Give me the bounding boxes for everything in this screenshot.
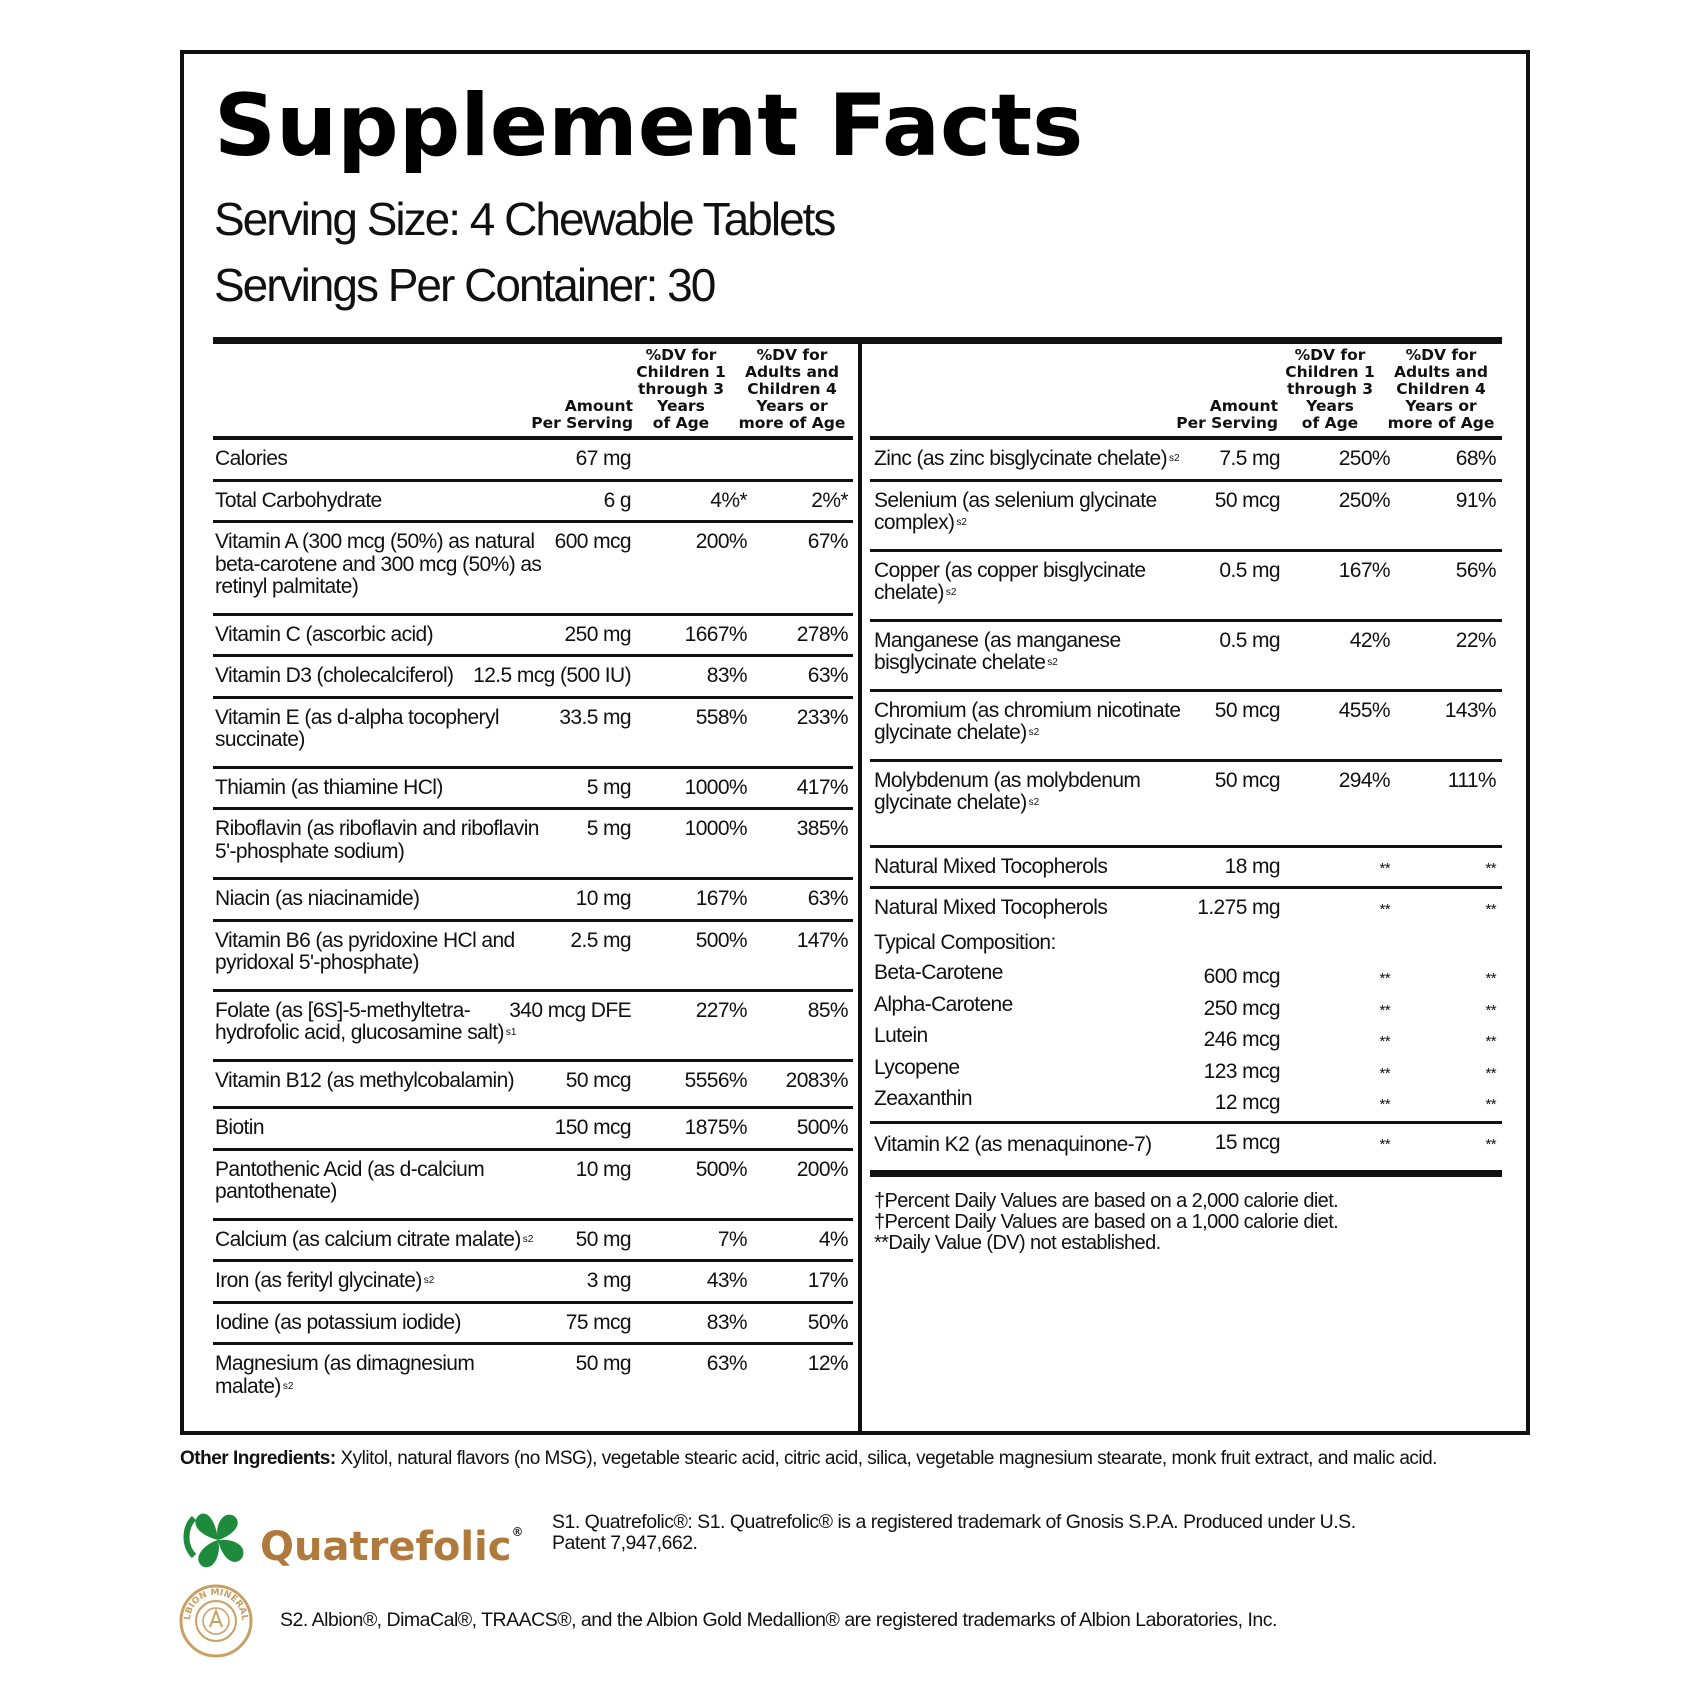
albion-logo (178, 1583, 254, 1664)
nutrient-name: Copper (as copper bisglycinate chelate) $^{s2}$ (874, 558, 1146, 604)
dv-children: 1875% (684, 1116, 747, 1139)
servings-per-container: Servings Per Container: 30 (214, 259, 715, 311)
albion-seal-icon (178, 1583, 254, 1659)
amount-per-serving: 600 mcg (554, 530, 631, 553)
dv-adults: 385% (796, 817, 848, 840)
column-divider (858, 344, 862, 1435)
dv-adults: 4% (818, 1227, 848, 1251)
quatrefolic-wordmark: Quatrefolic (260, 1524, 512, 1570)
nutrient-name: Iron (as ferityl glycinate) $^{s2}$ (215, 1269, 435, 1292)
table-row (213, 1221, 853, 1263)
footnote-marker: s2 (1028, 797, 1040, 808)
albion-seal-text: LBION MINERAL (182, 1587, 250, 1622)
amount-per-serving: 3 mg (586, 1269, 631, 1292)
footnote-marker: s2 (1028, 727, 1040, 738)
amount-per-serving: 50 mcg (1214, 698, 1280, 722)
dv-children: 200% (695, 530, 747, 553)
clover-logo-icon (180, 1506, 260, 1578)
dv-children: ** (1379, 1001, 1390, 1019)
dv-adults: 12% (807, 1352, 848, 1375)
footnote-marker: s2 (423, 1275, 435, 1286)
nutrient-name: Zinc (as zinc bisglycinate chelate) $^{s2}$ (874, 447, 1180, 470)
table-row (870, 440, 1502, 482)
dv-adults: 50% (807, 1310, 848, 1334)
nutrient-name: Niacin (as niacinamide) (215, 887, 420, 910)
dv-children: 1000% (684, 775, 747, 799)
header-adults-dv: %DV for Adults and Children 4 Years or more of Age (738, 346, 846, 432)
other-ingredients (180, 1448, 1530, 1469)
bottom-thick-rule (870, 1170, 1502, 1177)
amount-per-serving: 246 mcg (1203, 1028, 1280, 1051)
dv-adults: ** (1485, 1033, 1496, 1050)
nutrient-name: Selenium (as selenium glycinate complex) $^{s2}$ (874, 488, 1157, 534)
dv-children: 227% (695, 998, 747, 1022)
table-row (870, 1084, 1502, 1124)
amount-per-serving: 10 mg (575, 887, 631, 910)
table-row (870, 762, 1502, 848)
nutrient-name: Vitamin A (300 mcg (50%) as natural beta-carotene and 300 mcg (50%) as retinyl palmitate) (215, 530, 542, 598)
amount-per-serving: 250 mg (564, 622, 631, 646)
amount-per-serving: 123 mcg (1203, 1059, 1280, 1083)
amount-per-serving: 50 mcg (1214, 768, 1280, 792)
amount-per-serving: 5 mg (586, 817, 631, 840)
dv-adults: 68% (1455, 447, 1496, 470)
dv-adults: 22% (1455, 628, 1496, 652)
amount-per-serving: 340 mcg DFE (509, 998, 631, 1022)
nutrient-name: Lutein (874, 1024, 928, 1047)
dv-adults: 278% (796, 622, 848, 646)
nutrient-name: Biotin (215, 1116, 264, 1139)
dv-children: 250% (1338, 488, 1390, 512)
header-children-dv: %DV for Children 1 through 3 Years of Age (636, 346, 726, 432)
left-nutrient-list (213, 440, 853, 1406)
table-row (870, 1124, 1502, 1167)
table-row (870, 848, 1502, 890)
dv-adults: ** (1485, 901, 1496, 918)
amount-per-serving: 150 mcg (554, 1116, 631, 1139)
dv-children: 294% (1338, 768, 1390, 792)
nutrient-name: Typical Composition: (874, 930, 1056, 954)
quatrefolic-logo (180, 1506, 524, 1583)
amount-per-serving: 1.275 mg (1197, 896, 1280, 919)
dv-children: ** (1379, 970, 1390, 987)
dv-children: 7% (717, 1227, 747, 1251)
dv-adults: 111% (1447, 768, 1496, 792)
right-nutrient-list (870, 440, 1502, 1166)
nutrient-name: Vitamin D3 (cholecalciferol) (215, 664, 454, 687)
dv-adults: 143% (1444, 698, 1496, 722)
amount-per-serving: 67 mg (575, 447, 631, 470)
dv-adults: ** (1485, 1135, 1496, 1153)
table-row (213, 1262, 853, 1304)
dv-adults: 500% (796, 1116, 848, 1139)
nutrient-name: Iodine (as potassium iodide) (215, 1310, 461, 1334)
dv-adults: 85% (807, 998, 848, 1022)
table-row (870, 928, 1502, 959)
table-row (213, 1345, 853, 1406)
nutrient-name: Chromium (as chromium nicotinate glycinate chelate) $^{s2}$ (874, 698, 1181, 744)
right-column (870, 344, 1502, 1254)
nutrient-name: Natural Mixed Tocopherols (874, 896, 1108, 919)
table-row (213, 523, 853, 616)
amount-per-serving: 15 mcg (1214, 1130, 1280, 1154)
amount-per-serving: 250 mcg (1203, 996, 1280, 1020)
table-row (213, 769, 853, 811)
panel-title: Supplement Facts (214, 76, 1084, 176)
table-row (870, 622, 1502, 692)
header-amount: Amount Per Serving (531, 397, 633, 432)
amount-per-serving: 600 mcg (1203, 965, 1280, 988)
table-row (870, 1021, 1502, 1053)
table-row (213, 1304, 853, 1346)
left-column (213, 344, 853, 1406)
dv-children: 500% (695, 1157, 747, 1181)
amount-per-serving: 50 mg (575, 1227, 631, 1251)
footnotes (870, 1177, 1502, 1254)
footnote-marker: s2 (956, 517, 967, 528)
footnote: †Percent Daily Values are based on a 1,000 calorie diet. (874, 1211, 1339, 1233)
nutrient-name: Vitamin K2 (as menaquinone-7) (874, 1132, 1152, 1156)
header-children-dv: %DV for Children 1 through 3 Years of Age (1285, 346, 1375, 432)
s1-note: S1. Quatrefolic®: S1. Quatrefolic® is a registered trademark of Gnosis S.P.A. Produced under U.S. Patent 7,947,662. (552, 1511, 1356, 1554)
dv-adults: 17% (807, 1269, 848, 1292)
dv-children: ** (1379, 1096, 1390, 1113)
nutrient-name: Zeaxanthin (874, 1087, 972, 1110)
dv-adults: ** (1485, 1064, 1496, 1082)
serving-size: Serving Size: 4 Chewable Tablets (214, 193, 835, 245)
dv-children: 167% (1338, 558, 1390, 582)
table-row (213, 880, 853, 922)
amount-per-serving: 10 mg (575, 1157, 631, 1181)
header-amount: Amount Per Serving (1176, 397, 1278, 432)
table-row (870, 482, 1502, 552)
table-row (870, 990, 1502, 1022)
dv-adults: 233% (796, 705, 848, 729)
nutrient-name: Total Carbohydrate (215, 488, 382, 512)
amount-per-serving: 12.5 mcg (500 IU) (473, 664, 631, 687)
table-row (213, 699, 853, 769)
dv-children: 4%* (710, 488, 747, 512)
amount-per-serving: 6 g (603, 488, 631, 512)
dv-children: 5556% (684, 1068, 747, 1092)
amount-per-serving: 7.5 mg (1219, 447, 1280, 470)
footnote-marker: s2 (1047, 657, 1058, 668)
table-row (213, 657, 853, 699)
nutrient-name: Manganese (as manganese bisglycinate chelate $^{s2}$ (874, 628, 1121, 674)
header-adults-dv: %DV for Adults and Children 4 Years or more of Age (1387, 346, 1495, 432)
dv-adults: 200% (796, 1157, 848, 1181)
amount-per-serving: 50 mg (575, 1352, 631, 1375)
nutrient-name: Lycopene (874, 1055, 960, 1079)
table-row (870, 889, 1502, 928)
nutrient-name: Magnesium (as dimagnesium malate) $^{s2}$ (215, 1352, 475, 1398)
dv-adults: 91% (1455, 488, 1496, 512)
dv-children: 558% (695, 705, 747, 729)
table-row (213, 440, 853, 482)
table-row (213, 922, 853, 992)
other-ingredients-text: Xylitol, natural flavors (no MSG), vegetable stearic acid, citric acid, silica, vegetable magnesium stearate, monk fruit extract, and malic acid. (340, 1448, 1437, 1469)
amount-per-serving: 5 mg (586, 775, 631, 799)
nutrient-name: Vitamin C (ascorbic acid) (215, 622, 434, 646)
amount-per-serving: 50 mcg (1214, 488, 1280, 512)
amount-per-serving: 50 mcg (565, 1068, 631, 1092)
amount-per-serving: 0.5 mg (1219, 558, 1280, 582)
dv-adults: ** (1485, 859, 1496, 877)
footnote: **Daily Value (DV) not established. (874, 1232, 1161, 1254)
footnote-marker: s2 (945, 587, 957, 598)
dv-adults: 417% (796, 775, 848, 799)
supplement-facts-panel (180, 50, 1530, 1435)
dv-children: ** (1379, 859, 1390, 877)
dv-children: 63% (706, 1352, 747, 1375)
dv-children: ** (1379, 1033, 1390, 1050)
dv-adults: 63% (807, 664, 848, 687)
registered-mark: ® (511, 1525, 524, 1539)
dv-children: 167% (695, 887, 747, 910)
dv-adults: ** (1485, 1096, 1496, 1113)
nutrient-name: Pantothenic Acid (as d-calcium pantothenate) (215, 1157, 485, 1203)
dv-children: 1000% (684, 817, 747, 840)
dv-children: 500% (695, 928, 747, 952)
table-row (213, 616, 853, 658)
dv-children: 83% (706, 1310, 747, 1334)
amount-per-serving: 12 mcg (1214, 1091, 1280, 1114)
table-row (213, 1151, 853, 1221)
footnote-marker: s2 (282, 1380, 294, 1392)
dv-children: ** (1379, 1135, 1390, 1153)
nutrient-name: Riboflavin (as riboflavin and riboflavin 5'-phosphate sodium) (215, 817, 539, 863)
nutrient-name: Alpha-Carotene (874, 992, 1013, 1016)
s2-note: S2. Albion®, DimaCal®, TRAACS®, and the Albion Gold Medallion® are registered trademarks of Albion Laboratories, Inc. (280, 1609, 1277, 1631)
nutrient-name: Thiamin (as thiamine HCl) (215, 775, 443, 799)
table-row (213, 992, 853, 1062)
dv-children: 1667% (684, 622, 747, 646)
dv-children: 43% (706, 1269, 747, 1292)
amount-per-serving: 33.5 mg (559, 705, 631, 729)
dv-adults: 67% (807, 530, 848, 553)
table-row (870, 1053, 1502, 1085)
amount-per-serving: 2.5 mg (570, 928, 631, 952)
dv-adults: ** (1485, 1001, 1496, 1019)
nutrient-name: Vitamin B6 (as pyridoxine HCl and pyridoxal 5'-phosphate) (215, 928, 515, 974)
nutrient-name: Calcium (as calcium citrate malate) $^{s2}$ (215, 1227, 534, 1251)
nutrient-name: Calories (215, 447, 288, 470)
right-column-header (870, 344, 1502, 440)
footnote: †Percent Daily Values are based on a 2,000 calorie diet. (874, 1190, 1339, 1212)
dv-adults: 2083% (785, 1068, 848, 1092)
dv-children: 250% (1338, 447, 1390, 470)
dv-children: 83% (706, 664, 747, 687)
dv-children: ** (1379, 1064, 1390, 1082)
table-row (870, 958, 1502, 990)
dv-children: 455% (1338, 698, 1390, 722)
table-row (213, 482, 853, 524)
nutrient-name: Vitamin B12 (as methylcobalamin) (215, 1068, 515, 1092)
dv-adults: ** (1485, 970, 1496, 987)
table-row (870, 692, 1502, 762)
nutrient-name: Beta-Carotene (874, 961, 1003, 984)
footnote-marker: s1 (505, 1027, 517, 1038)
nutrient-name: Natural Mixed Tocopherols (874, 854, 1108, 878)
dv-adults: 147% (796, 928, 848, 952)
footnote-marker: s2 (522, 1233, 534, 1245)
left-column-header (213, 344, 853, 440)
dv-adults: 63% (807, 887, 848, 910)
top-thick-rule (213, 337, 1502, 344)
nutrient-name: Vitamin E (as d-alpha tocopheryl succinate) (215, 705, 499, 751)
table-row (213, 810, 853, 880)
table-row (213, 1062, 853, 1110)
footnote-marker: s2 (1168, 453, 1180, 464)
dv-adults: 56% (1455, 558, 1496, 582)
nutrient-name: Folate (as [6S]-5-methyltetra-hydrofolic acid, glucosamine salt) $^{s1}$ (215, 998, 517, 1044)
dv-children: ** (1379, 901, 1390, 918)
dv-adults: 2%* (811, 488, 848, 512)
table-row (870, 552, 1502, 622)
amount-per-serving: 75 mcg (565, 1310, 631, 1334)
amount-per-serving: 0.5 mg (1219, 628, 1280, 652)
nutrient-name: Molybdenum (as molybdenum glycinate chelate) $^{s2}$ (874, 768, 1141, 814)
other-ingredients-label: Other Ingredients: (180, 1448, 336, 1469)
amount-per-serving: 18 mg (1224, 854, 1280, 878)
dv-children: 42% (1349, 628, 1390, 652)
table-row (213, 1109, 853, 1151)
